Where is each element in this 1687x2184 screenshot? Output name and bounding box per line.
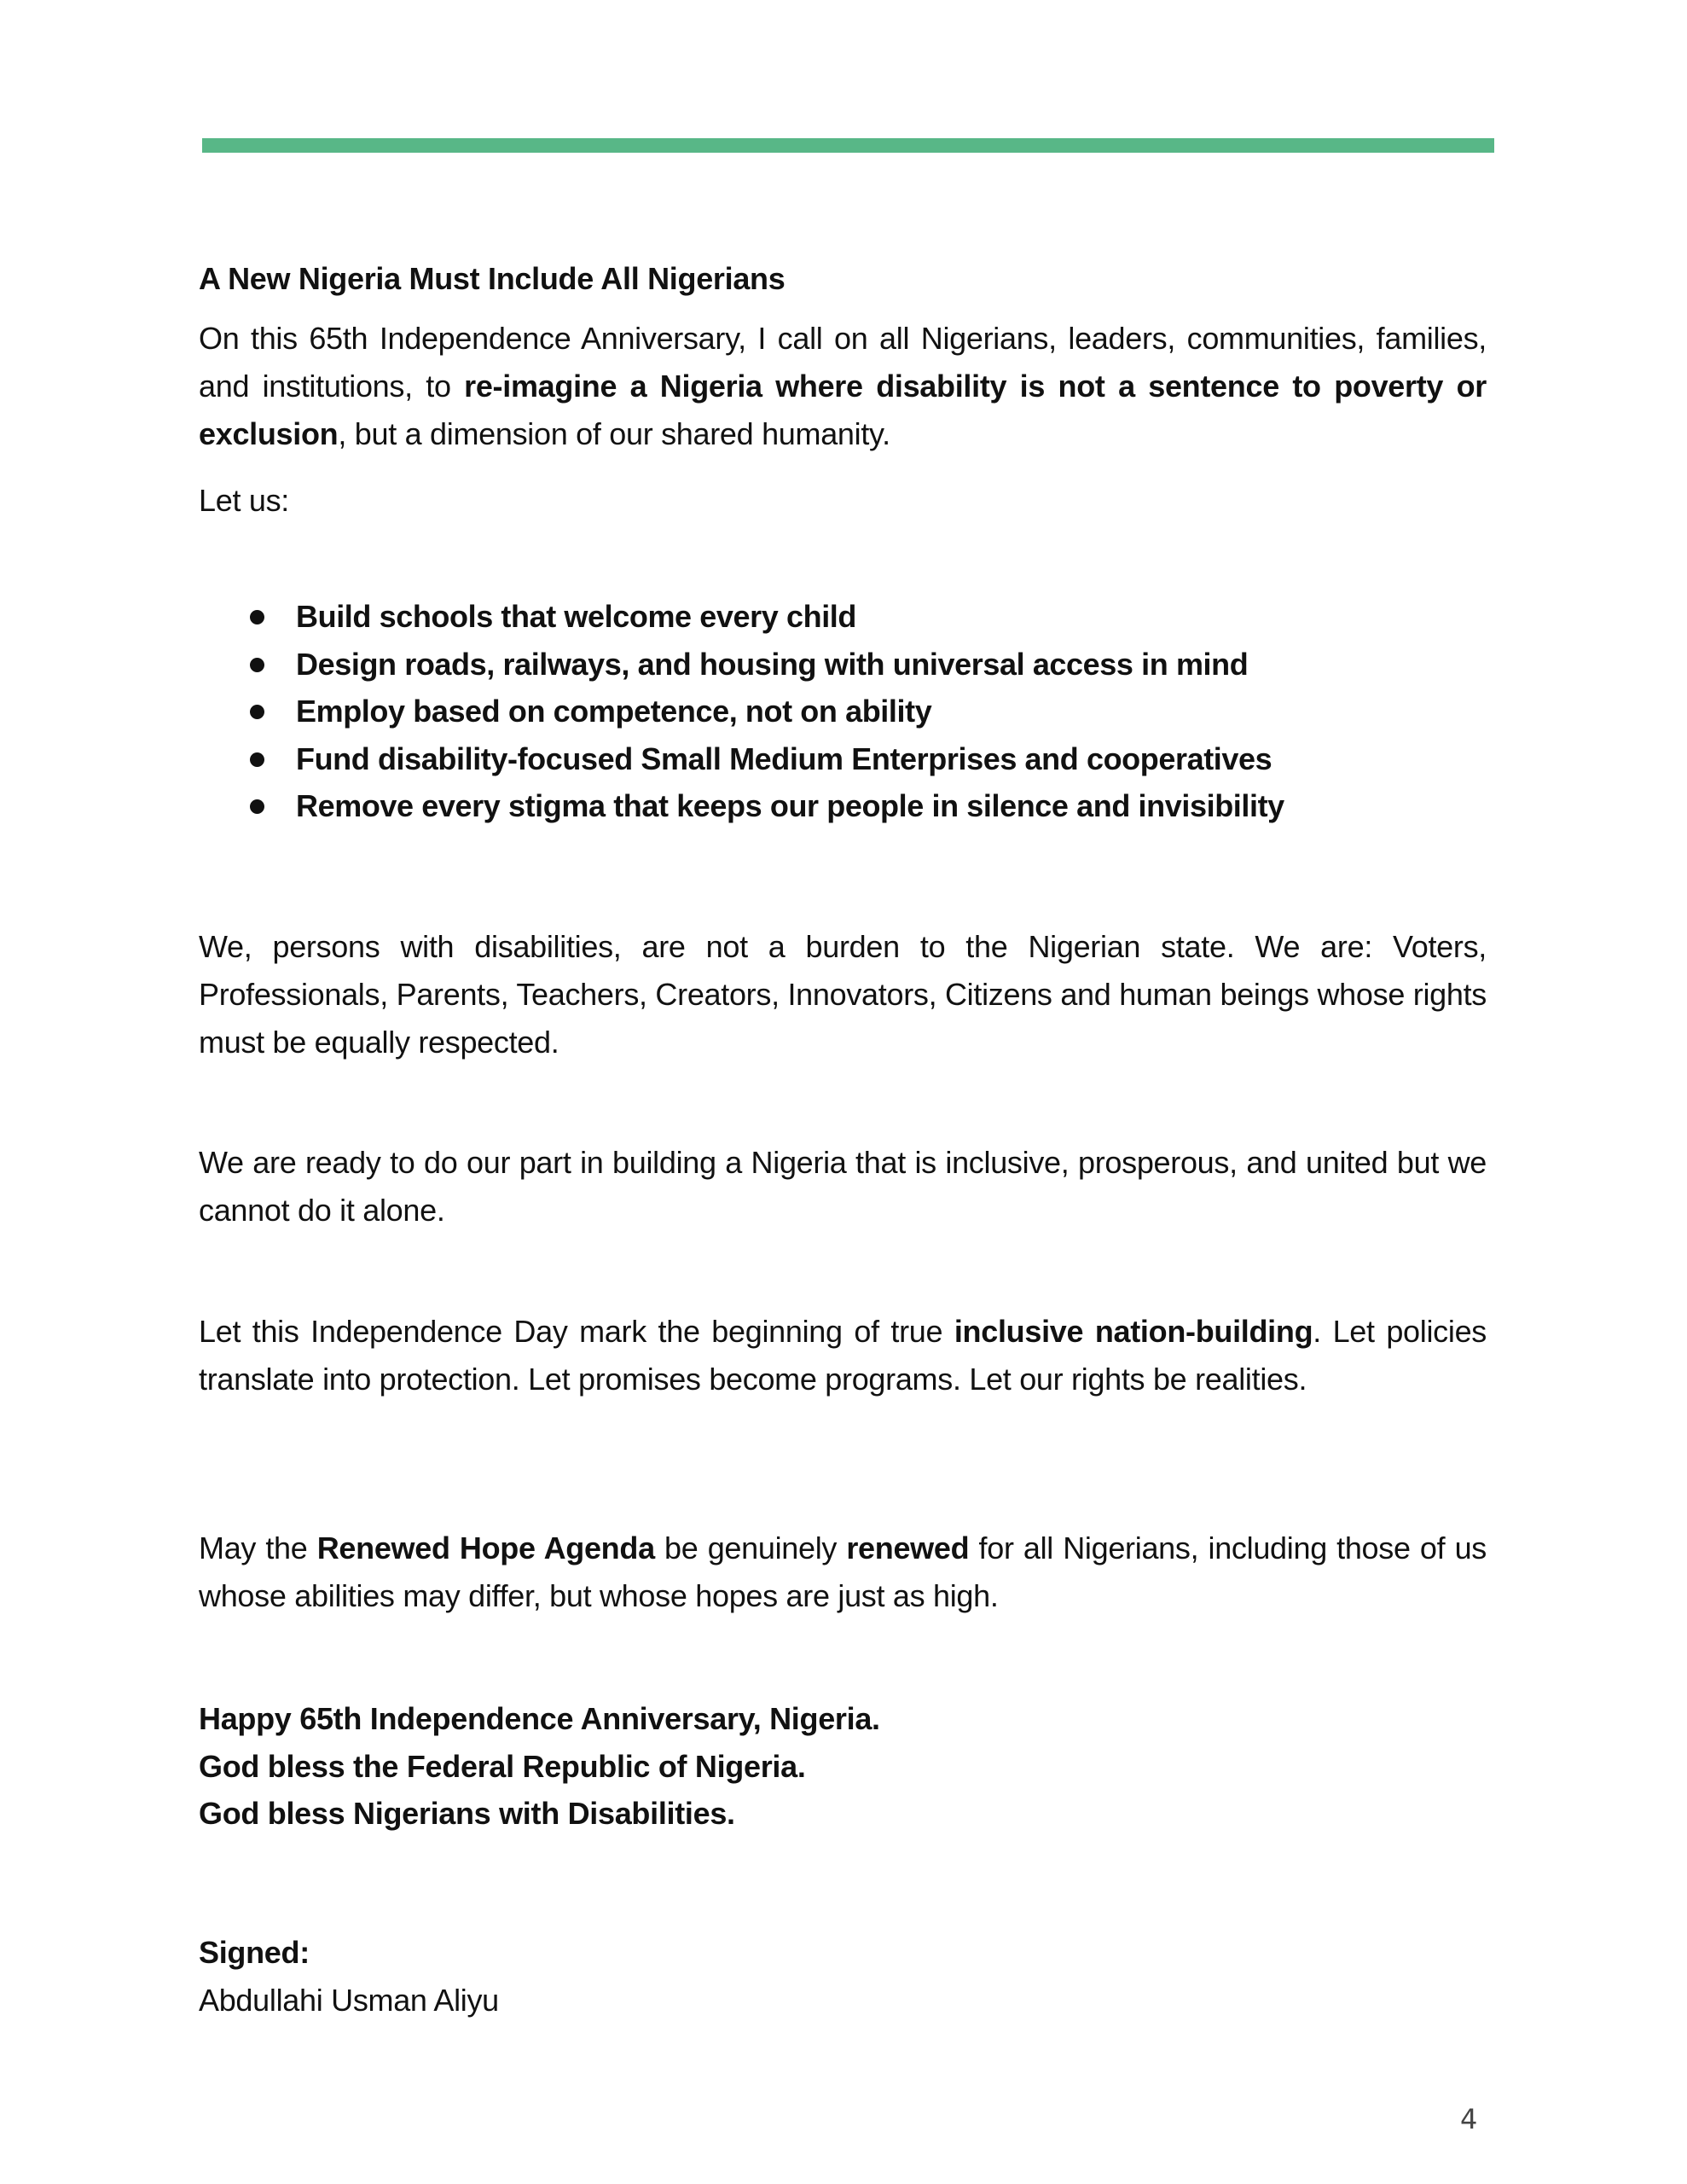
bullet-icon <box>250 658 264 672</box>
intro-paragraph <box>199 315 1487 458</box>
ready-paragraph: We are ready to do our part in building a Nigeria that is inclusive, prosperous, and united but we cannot do it alone. <box>199 1145 1487 1228</box>
list-item-text: Fund disability-focused Small Medium Enterprises and cooperatives <box>296 741 1272 776</box>
closing-line: Happy 65th Independence Anniversary, Nigeria. <box>199 1701 880 1736</box>
closing-line: God bless Nigerians with Disabilities. <box>199 1796 735 1831</box>
list-item <box>199 688 1487 735</box>
list-item-text: Remove every stigma that keeps our people in silence and invisibility <box>296 788 1284 823</box>
bullet-icon <box>250 752 264 767</box>
list-item <box>199 735 1487 783</box>
bullet-icon <box>250 799 264 814</box>
renewed-text-1: May the <box>199 1531 317 1565</box>
renewed-text-3: for all Nigerians, including those of us whose abilities may differ, but whose hopes are just as high. <box>199 1531 1487 1613</box>
intro-text-1: On this 65th Independence Anniversary, I call on all Nigerians, leaders, communities, families, and institutions, to <box>199 321 1487 404</box>
closing-blessings <box>199 1695 1487 1838</box>
renewed-text-2: be genuinely <box>654 1531 847 1565</box>
signature-block <box>199 1929 1487 2024</box>
bullet-icon <box>250 610 264 624</box>
list-item <box>199 641 1487 688</box>
list-item <box>199 782 1487 830</box>
renewed-hope-paragraph <box>199 1525 1487 1620</box>
closing-line: God bless the Federal Republic of Nigeria. <box>199 1748 806 1784</box>
intro-bold-text: re-imagine a Nigeria where disability is not a sentence to poverty or exclusion <box>199 369 1487 451</box>
persons-with-disabilities-paragraph: We, persons with disabilities, are not a burden to the Nigerian state. We are: Voters, Professionals, Parents, Teachers, Creators, Innovators, Citizens and human beings whose rights must be equally respected. <box>199 929 1487 1060</box>
call-to-action-list <box>199 593 1487 830</box>
list-item-text: Employ based on competence, not on ability <box>296 694 932 729</box>
signatory-name: Abdullahi Usman Aliyu <box>199 1983 499 2018</box>
page-number: 4 <box>1460 2103 1478 2135</box>
header-accent-rule <box>202 138 1494 153</box>
list-item-text: Design roads, railways, and housing with universal access in mind <box>296 646 1249 682</box>
intro-text-2: , but a dimension of our shared humanity. <box>338 416 890 451</box>
section-heading: A New Nigeria Must Include All Nigerians <box>199 261 786 296</box>
let-us-label: Let us: <box>199 483 289 518</box>
independence-text-2: . Let policies translate into protection. Let promises become programs. Let our rights be realities. <box>199 1314 1487 1397</box>
independence-text-1: Let this Independence Day mark the beginning of true <box>199 1314 954 1349</box>
independence-day-paragraph <box>199 1308 1487 1403</box>
renewed-bold-1: Renewed Hope Agenda <box>316 1531 655 1565</box>
independence-bold-text: inclusive nation-building <box>954 1314 1313 1349</box>
signature-label: Signed: <box>199 1935 310 1970</box>
renewed-bold-2: renewed <box>846 1531 970 1565</box>
list-item-text: Build schools that welcome every child <box>296 599 856 634</box>
bullet-icon <box>250 705 264 719</box>
list-item <box>199 593 1487 641</box>
